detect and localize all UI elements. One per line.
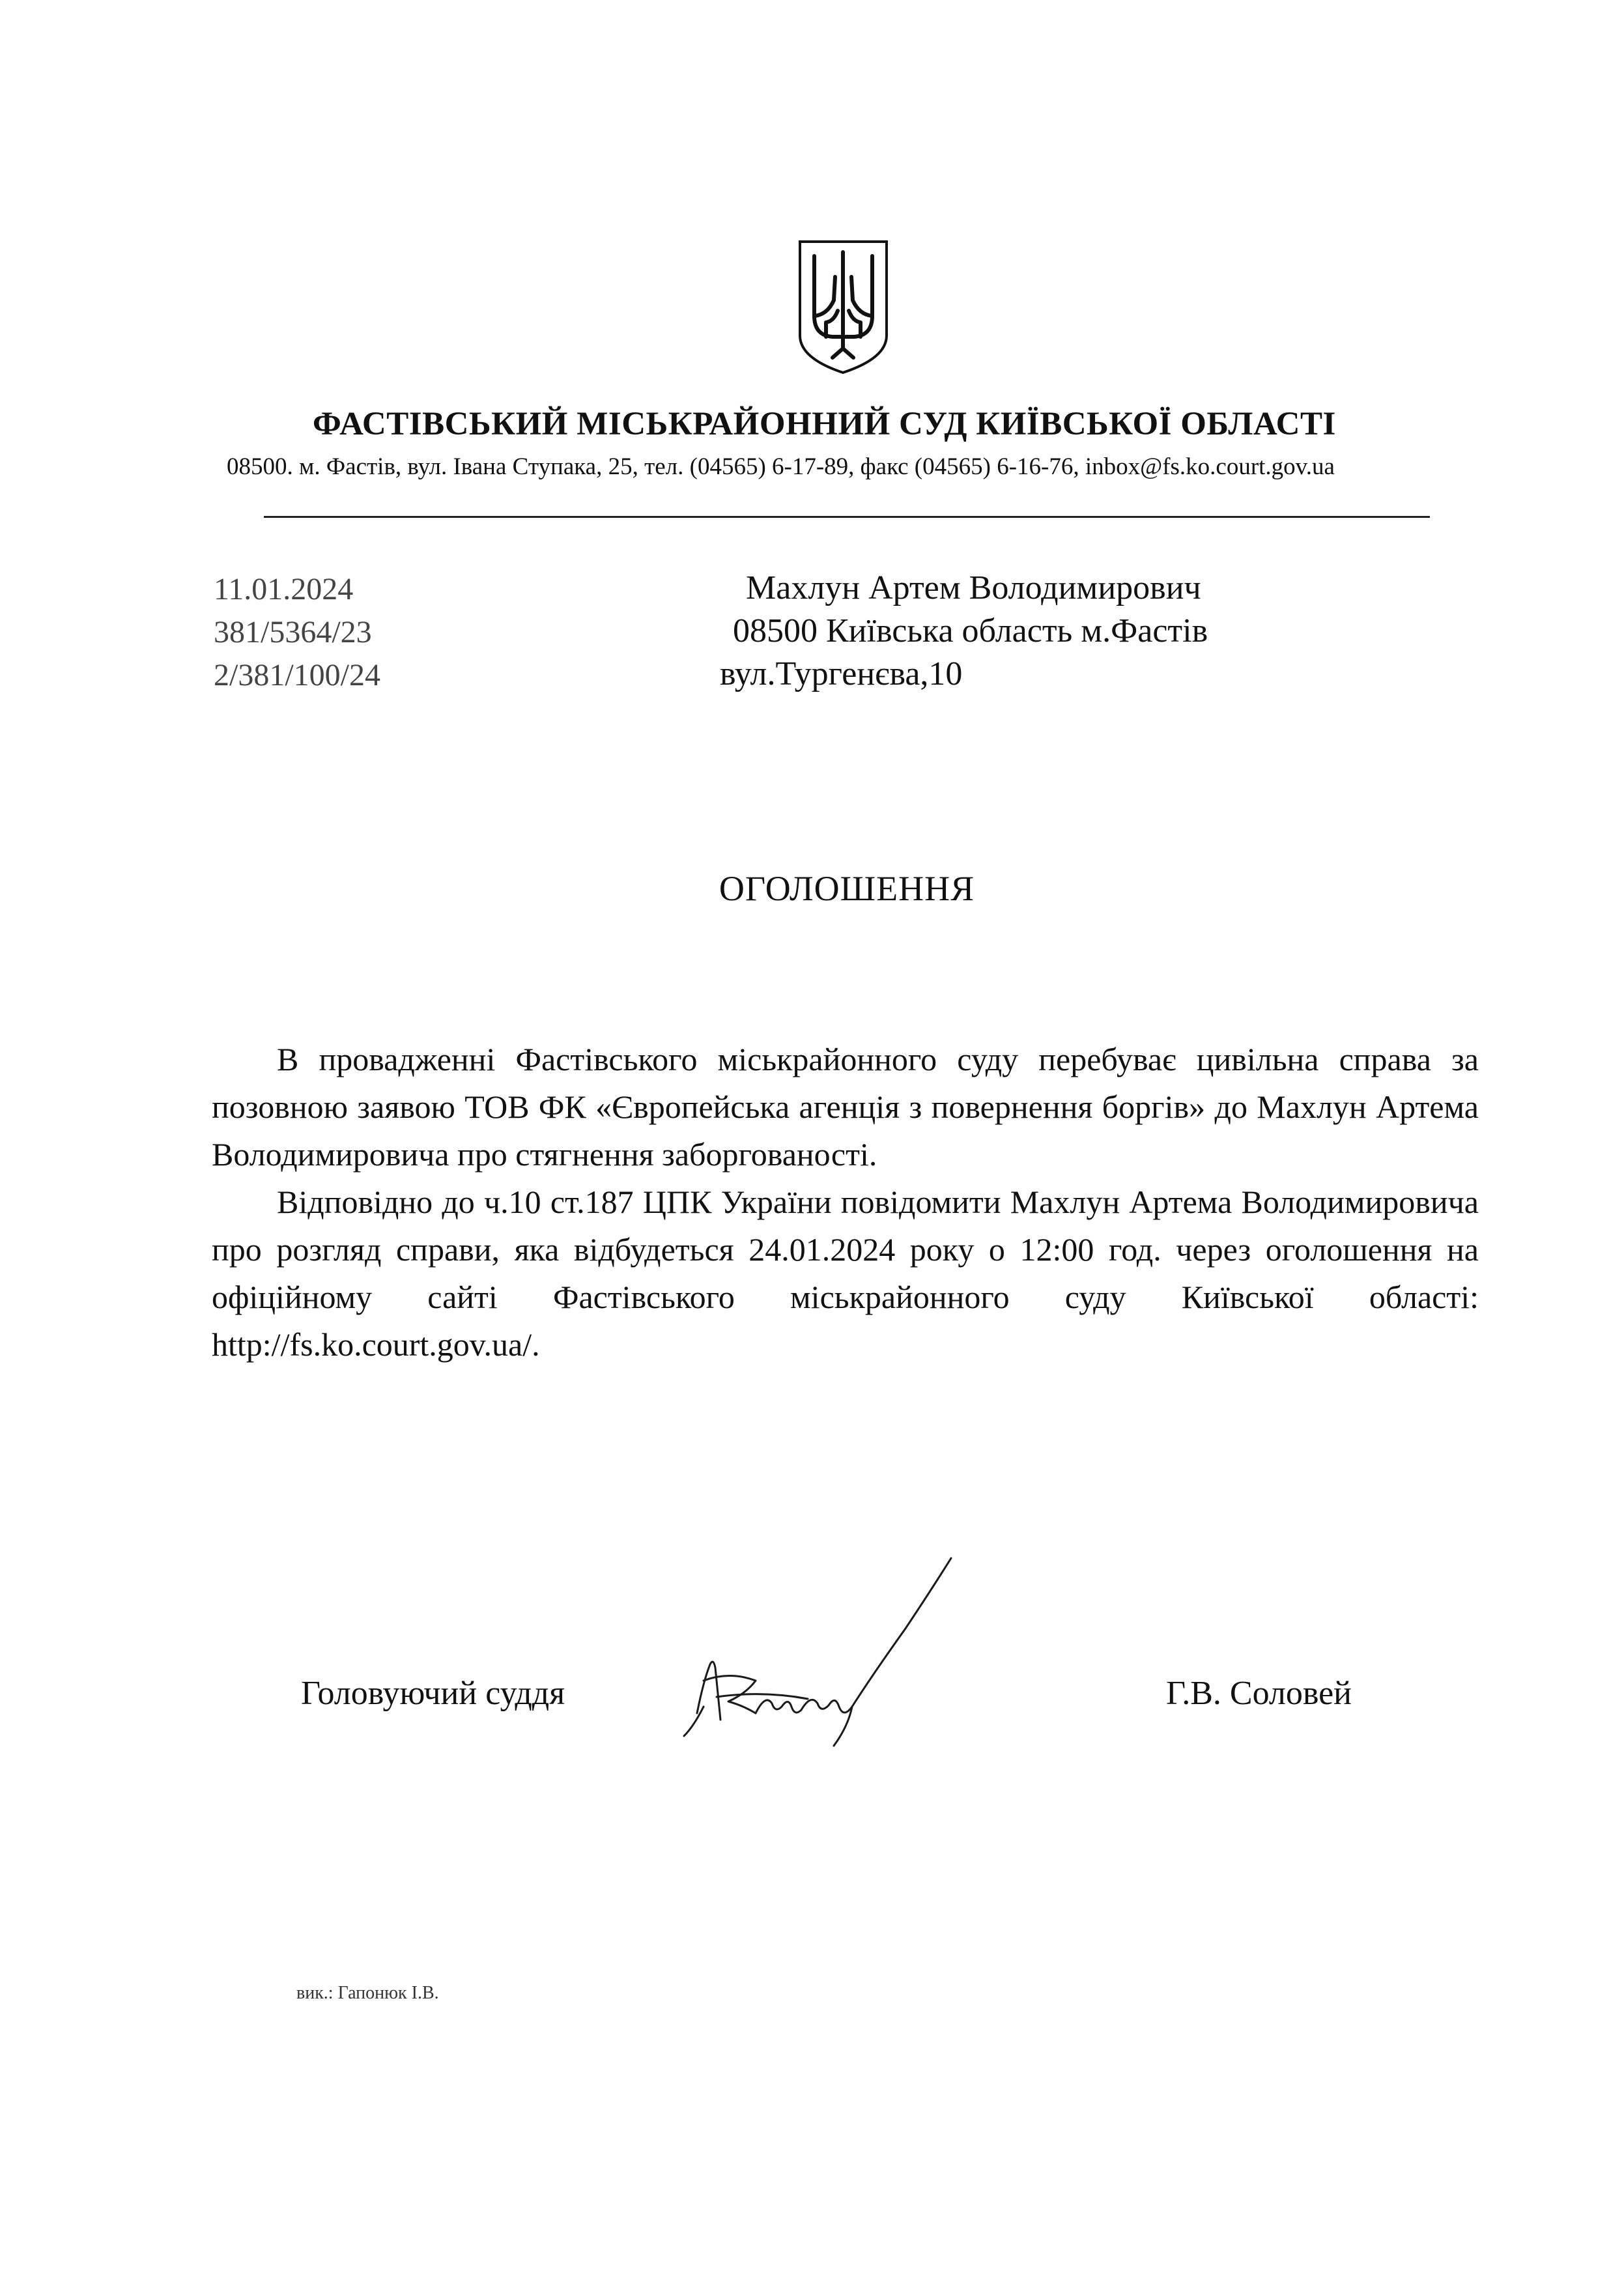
document-date: 11.01.2024 — [214, 572, 354, 606]
trident-coat-of-arms-icon — [796, 238, 890, 376]
body-paragraph-1: В провадженні Фастівського міськрайонного суду перебуває цивільна справа за позовною заявою ТОВ ФК «Європейська агенція з повернення боргів» до Махлун Артема Володимировича про стягнення заборгованості. — [212, 1041, 1479, 1173]
header-divider — [264, 516, 1430, 518]
document-title: ОГОЛОШЕННЯ — [719, 869, 975, 908]
recipient-street-line: вул.Тургенєва,10 — [720, 655, 963, 692]
executor-note: вик.: Гапонюк І.В. — [296, 1983, 439, 2003]
recipient-block — [720, 567, 1208, 696]
handwritten-signature-icon — [658, 1550, 1049, 1765]
outgoing-number: 2/381/100/24 — [214, 658, 381, 692]
signer-name: Г.В. Соловей — [1166, 1675, 1352, 1712]
recipient-city-line: 08500 Київська область м.Фастів — [733, 612, 1208, 649]
court-address: 08500. м. Фастів, вул. Івана Ступака, 25, тел. (04565) 6-17-89, факс (04565) 6-16-76, inbox@fs.ko.court.gov.ua — [227, 453, 1335, 480]
recipient-name: Махлун Артем Володимирович — [746, 569, 1201, 606]
court-name: ФАСТІВСЬКИЙ МІСЬКРАЙОННИЙ СУД КИЇВСЬКОЇ ОБЛАСТІ — [313, 406, 1336, 442]
case-number: 381/5364/23 — [214, 615, 372, 649]
signature-row — [0, 1655, 1624, 1785]
body-paragraph-2: Відповідно до ч.10 ст.187 ЦПК України повідомити Махлун Артема Володимировича про розгляд справи, яка відбудеться 24.01.2024 року о 12:00 год. через оголошення на офіційному сайті Фастівського міськрайонного суду Київської області: http://fs.ko.court.gov.ua/. — [212, 1184, 1479, 1363]
announcement-body — [212, 1036, 1479, 1369]
signer-role: Головуючий суддя — [301, 1675, 565, 1712]
document-meta — [214, 568, 380, 697]
